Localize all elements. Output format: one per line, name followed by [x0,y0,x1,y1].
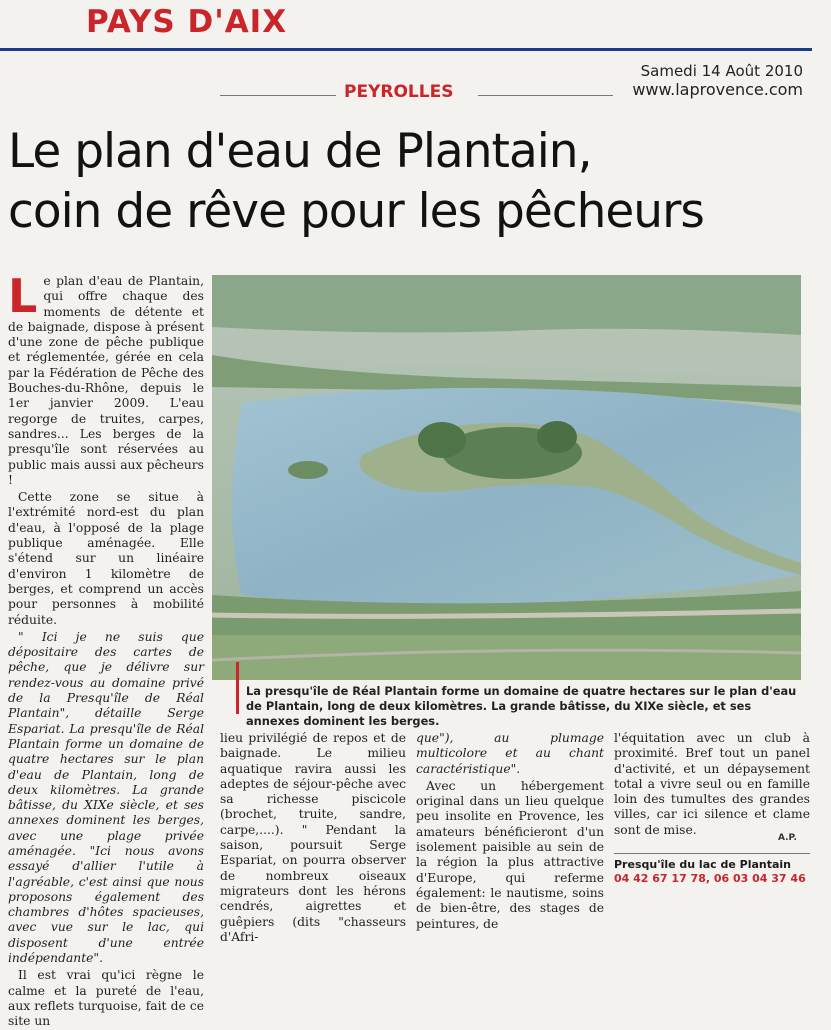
photo-caption: La presqu'île de Réal Plantain forme un domaine de quatre hectares sur le plan d'eau de Plantain, long de deux kilomètres. La grande bâtisse, du XIXe siècle, et ses annexes dominent les berges. [246,684,797,728]
info-box [614,853,810,889]
lake-illustration [212,275,801,680]
author-signature: A.P. [778,833,797,843]
publication-date: Samedi 14 Août 2010 [640,62,803,80]
website-link[interactable]: www.laprovence.com [632,80,803,99]
paragraph: Avec un hébergement original dans un lieu quelque peu insolite en Provence, les amateurs bénéficieront d'un isolement paisible au sein de la région la plus attractive d'Europe, qui referme également: le nautisme, soins de bien-être, des stages de peintures, de [416,778,604,931]
paragraph-quote: que"), au plumage multicolore et au chant caractéristique". [416,731,604,776]
info-phones: 04 42 67 17 78, 06 03 04 37 46 [614,872,806,885]
aerial-lake-photo [212,275,801,680]
paragraph-quote: " Ici je ne suis que dépositaire des cartes de pêche, que je délivre sur rendez-vous au domaine privé de la Presqu'île de Réal Plantain", détaille Serge Espariat. La presqu'île de Réal Plantain forme un domaine de quatre hectares sur le plan d'eau de Plantain, long de deux kilomètres. La grande bâtisse, du XIXe siècle, et ses annexes dominent les berges, avec une plage privée aménagée. "Ici nous avons essayé d'allier l'utile à l'agréable, c'est ainsi que nous proposons également des chambres d'hôtes spacieuses, avec vue sur le lac, qui disposent d'une entrée indépendante". [8,629,204,966]
section-title: PAYS D'AIX [86,4,288,40]
article-column-2 [220,731,406,944]
paragraph: Il est vrai qu'ici règne le calme et la pureté de l'eau, aux reflets turquoise, fait de ce site un [8,968,204,1029]
paragraph: l'équitation avec un club à proximité. Bref tout un panel d'activité, et un dépaysement total a vivre seul ou en famille loin des tumultes des grandes villes, car ici silence et clame sont de mise. [614,731,810,837]
paragraph: Cette zone se situe à l'extrémité nord-est du plan d'eau, à l'opposé de la plage publique aménagée. Elle s'étend sur un linéaire d'environ 1 kilomètre de berges, et comprend un accès pour personnes à mobilité réduite. [8,490,204,627]
kicker-label: PEYROLLES [344,82,454,102]
headline-line-1: Le plan d'eau de Plantain, [8,124,592,179]
headline [8,122,704,242]
header-rule [0,48,812,51]
drop-cap: L [8,269,38,323]
info-title: Presqu'île du lac de Plantain [614,858,792,871]
article-column-1 [8,269,204,1029]
caption-marker [236,662,239,714]
kicker-rule-left [220,95,336,96]
article-column-3 [416,731,604,931]
paragraph: lieu privilégié de repos et de baignade. Le milieu aquatique ravira aussi les adeptes de séjour-pêche avec sa richesse piscicole (brochet, truite, sandre, carpe,....). " Pendant la saison, poursuit Serge Espariat, on pourra observer de nombreux oiseaux migrateurs dont les hérons cendrés, aigrettes et guêpiers (dits "chasseurs d'Afri- [220,731,406,944]
kicker-rule-right [478,95,613,96]
paragraph: e plan d'eau de Plantain, qui offre chaque des moments de détente et de baignade, dispose à présent d'une zone de pêche publique et réglementée, gérée en cela par la Fédération de Pêche des Bouches-du-Rhône, depuis le 1er janvier 2009. L'eau regorge de truites, carpes, sandres... Les berges de la presqu'île sont réservées au public mais aussi aux pêcheurs ! [8,274,204,487]
headline-line-2: coin de rêve pour les pêcheurs [8,184,704,239]
